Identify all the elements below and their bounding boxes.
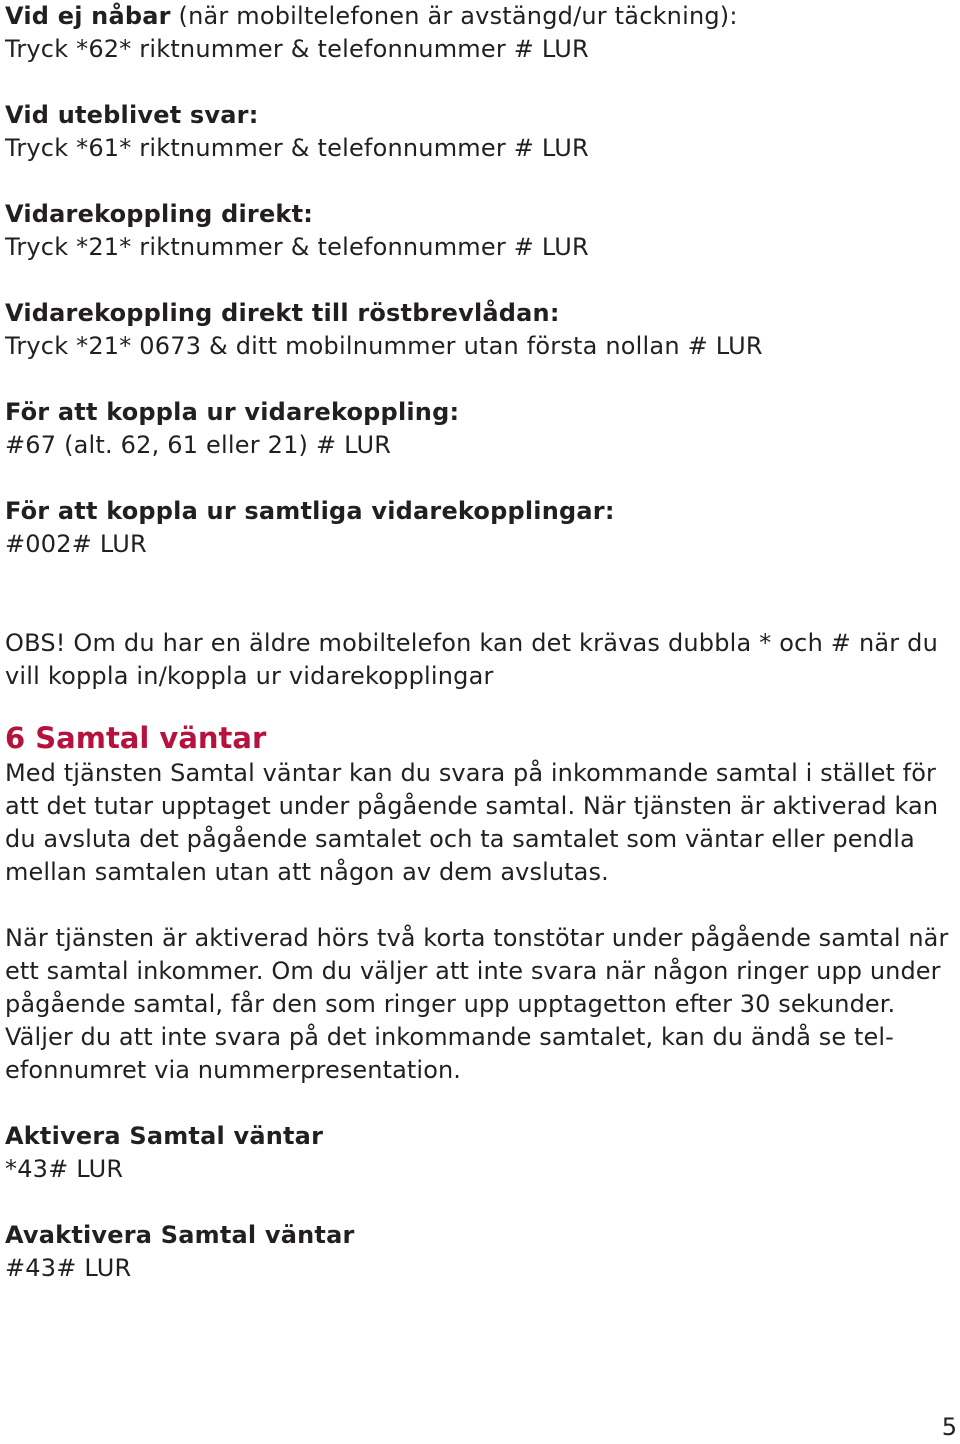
section-voicemail-forward xyxy=(5,297,955,363)
section-code: Tryck *21* 0673 & ditt mobilnummer utan första nollan # LUR xyxy=(5,332,763,360)
section-title: Avaktivera Samtal väntar xyxy=(5,1221,355,1249)
section-title: För att koppla ur vidarekoppling: xyxy=(5,398,460,426)
paragraph-line: du avsluta det pågående samtalet och ta samtalet som väntar eller pendla xyxy=(5,825,915,853)
call-waiting-paragraph-2 xyxy=(5,922,955,1087)
note-line: vill koppla in/koppla ur vidarekopplingar xyxy=(5,662,494,690)
section-title xyxy=(5,0,955,33)
document-page xyxy=(5,0,955,1285)
paragraph-line: efonnumret via nummerpresentation. xyxy=(5,1056,462,1084)
call-waiting-paragraph-1 xyxy=(5,757,955,889)
section-heading-call-waiting: 6 Samtal väntar xyxy=(5,721,267,755)
paragraph-line: Väljer du att inte svara på det inkommande samtalet, kan du ändå se tel- xyxy=(5,1023,894,1051)
section-title: Vidarekoppling direkt: xyxy=(5,200,314,228)
section-direct-forward xyxy=(5,198,955,264)
paragraph-line: När tjänsten är aktiverad hörs två korta tonstötar under pågående samtal när xyxy=(5,924,949,952)
paragraph-line: pågående samtal, får den som ringer upp upptagetton efter 30 sekunder. xyxy=(5,990,896,1018)
section-title: För att koppla ur samtliga vidarekopplingar: xyxy=(5,497,615,525)
section-activate-call-waiting xyxy=(5,1120,955,1186)
section-disable-forward xyxy=(5,396,955,462)
section-code: *43# LUR xyxy=(5,1155,124,1183)
section-code: Tryck *61* riktnummer & telefonnummer # LUR xyxy=(5,134,589,162)
section-code: Tryck *21* riktnummer & telefonnummer # LUR xyxy=(5,233,589,261)
section-code: #67 (alt. 62, 61 eller 21) # LUR xyxy=(5,431,392,459)
section-code: #43# LUR xyxy=(5,1254,132,1282)
section-code: Tryck *62* riktnummer & telefonnummer # LUR xyxy=(5,35,589,63)
note-obs xyxy=(5,627,955,693)
section-title-bold: Vid ej nåbar xyxy=(5,2,171,30)
paragraph-line: mellan samtalen utan att någon av dem avslutas. xyxy=(5,858,609,886)
section-title: Vidarekoppling direkt till röstbrevlådan: xyxy=(5,299,560,327)
section-disable-all xyxy=(5,495,955,561)
section-code: #002# LUR xyxy=(5,530,147,558)
section-no-answer xyxy=(5,99,955,165)
section-unreachable xyxy=(5,0,955,66)
section-deactivate-call-waiting xyxy=(5,1219,955,1285)
paragraph-line: ett samtal inkommer. Om du väljer att inte svara när någon ringer upp under xyxy=(5,957,941,985)
page-number: 5 xyxy=(941,1413,957,1441)
paragraph-line: Med tjänsten Samtal väntar kan du svara på inkommande samtal i stället för xyxy=(5,759,936,787)
section-title: Vid uteblivet svar: xyxy=(5,101,259,129)
section-title-suffix: (när mobiltelefonen är avstängd/ur täckning): xyxy=(170,2,738,30)
paragraph-line: att det tutar upptaget under pågående samtal. När tjänsten är aktiverad kan xyxy=(5,792,939,820)
note-line: OBS! Om du har en äldre mobiltelefon kan det krävas dubbla * och # när du xyxy=(5,629,939,657)
section-title: Aktivera Samtal väntar xyxy=(5,1122,324,1150)
